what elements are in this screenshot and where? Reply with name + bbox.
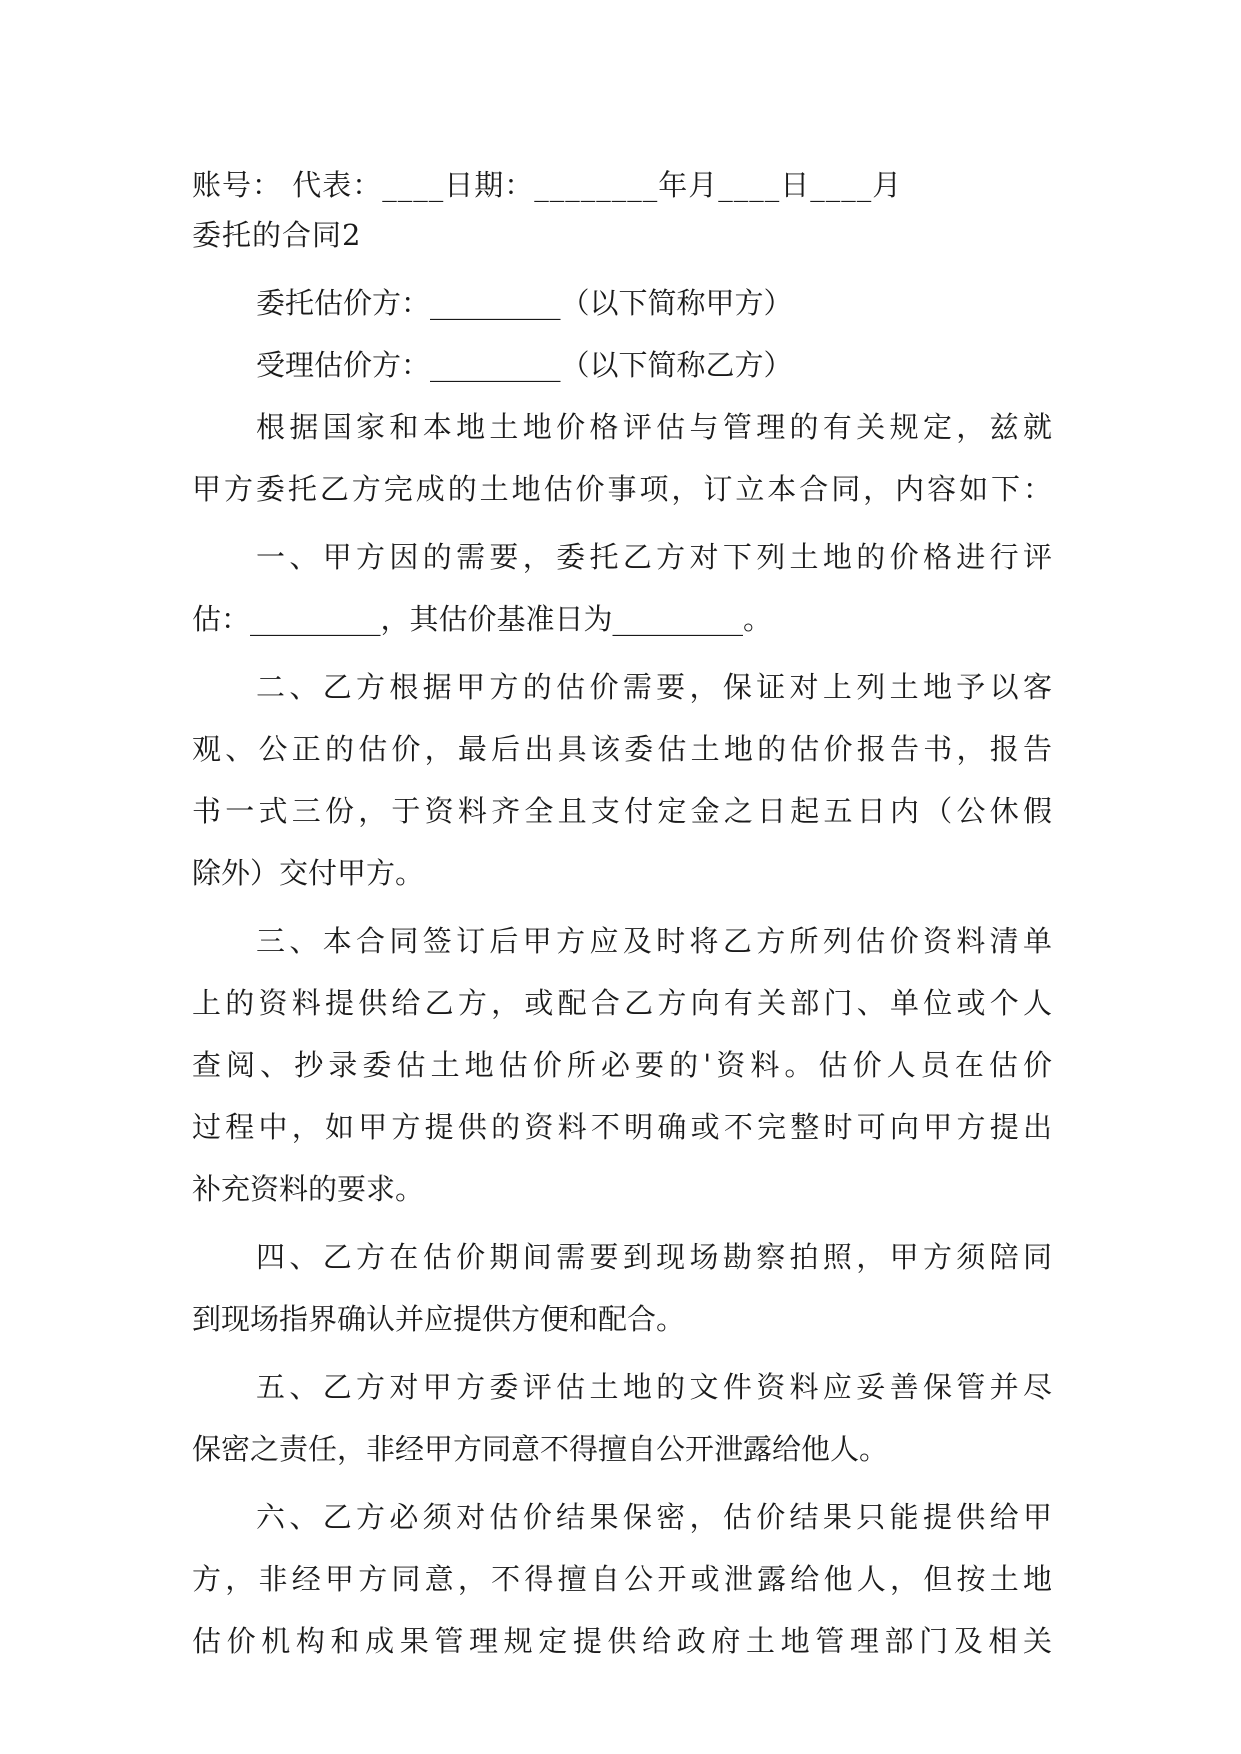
clause-three xyxy=(192,910,1052,1220)
paragraph-line: 过程中，如甲方提供的资料不明确或不完整时可向甲方提出 xyxy=(192,1110,1052,1144)
paragraph-line: 二、乙方根据甲方的估价需要，保证对上列土地予以客 xyxy=(256,670,1052,704)
paragraph-line: 上的资料提供给乙方，或配合乙方向有关部门、单位或个人 xyxy=(192,986,1052,1020)
paragraph-line: 三、本合同签订后甲方应及时将乙方所列估价资料清单 xyxy=(256,924,1052,958)
clause-one xyxy=(192,526,1052,650)
clause-six xyxy=(192,1486,1052,1672)
paragraph-intro xyxy=(192,396,1052,520)
paragraph-line: 到现场指界确认并应提供方便和配合。 xyxy=(192,1302,686,1336)
paragraph-line: 观、公正的估价，最后出具该委估土地的估价报告书，报告 xyxy=(192,732,1052,766)
paragraph-line: 书一式三份，于资料齐全且支付定金之日起五日内（公休假 xyxy=(192,794,1052,828)
clause-four xyxy=(192,1226,1052,1350)
contract-body xyxy=(192,396,1052,1672)
paragraph-line: 五、乙方对甲方委评估土地的文件资料应妥善保管并尽 xyxy=(256,1370,1052,1404)
paragraph-line: 估：_________，其估价基准日为_________。 xyxy=(192,602,773,636)
client-party-line: 委托估价方：_________（以下简称甲方） xyxy=(256,286,793,320)
account-header: 账号： 代表：____日期：________年月____日____月 xyxy=(192,168,903,202)
paragraph-line: 方，非经甲方同意，不得擅自公开或泄露给他人，但按土地 xyxy=(192,1562,1052,1596)
paragraph-line: 估价机构和成果管理规定提供给政府土地管理部门及相关 xyxy=(192,1624,1052,1658)
paragraph-line: 一、甲方因的需要，委托乙方对下列土地的价格进行评 xyxy=(256,540,1052,574)
clause-five xyxy=(192,1356,1052,1480)
document-page xyxy=(192,160,1052,1678)
paragraph-line: 甲方委托乙方完成的土地估价事项，订立本合同，内容如下： xyxy=(192,472,1052,506)
paragraph-line: 除外）交付甲方。 xyxy=(192,856,425,890)
paragraph-line: 查阅、抄录委估土地估价所必要的'资料。估价人员在估价 xyxy=(192,1048,1052,1082)
paragraph-line: 保密之责任，非经甲方同意不得擅自公开泄露给他人。 xyxy=(192,1432,889,1466)
paragraph-line: 根据国家和本地土地价格评估与管理的有关规定，兹就 xyxy=(256,410,1052,444)
paragraph-line: 四、乙方在估价期间需要到现场勘察拍照，甲方须陪同 xyxy=(256,1240,1052,1274)
paragraph-line: 补充资料的要求。 xyxy=(192,1172,425,1206)
clause-two xyxy=(192,656,1052,904)
contractor-party-line: 受理估价方：_________（以下简称乙方） xyxy=(256,348,793,382)
paragraph-line: 六、乙方必须对估价结果保密，估价结果只能提供给甲 xyxy=(256,1500,1052,1534)
document-title: 委托的合同2 xyxy=(192,218,362,252)
